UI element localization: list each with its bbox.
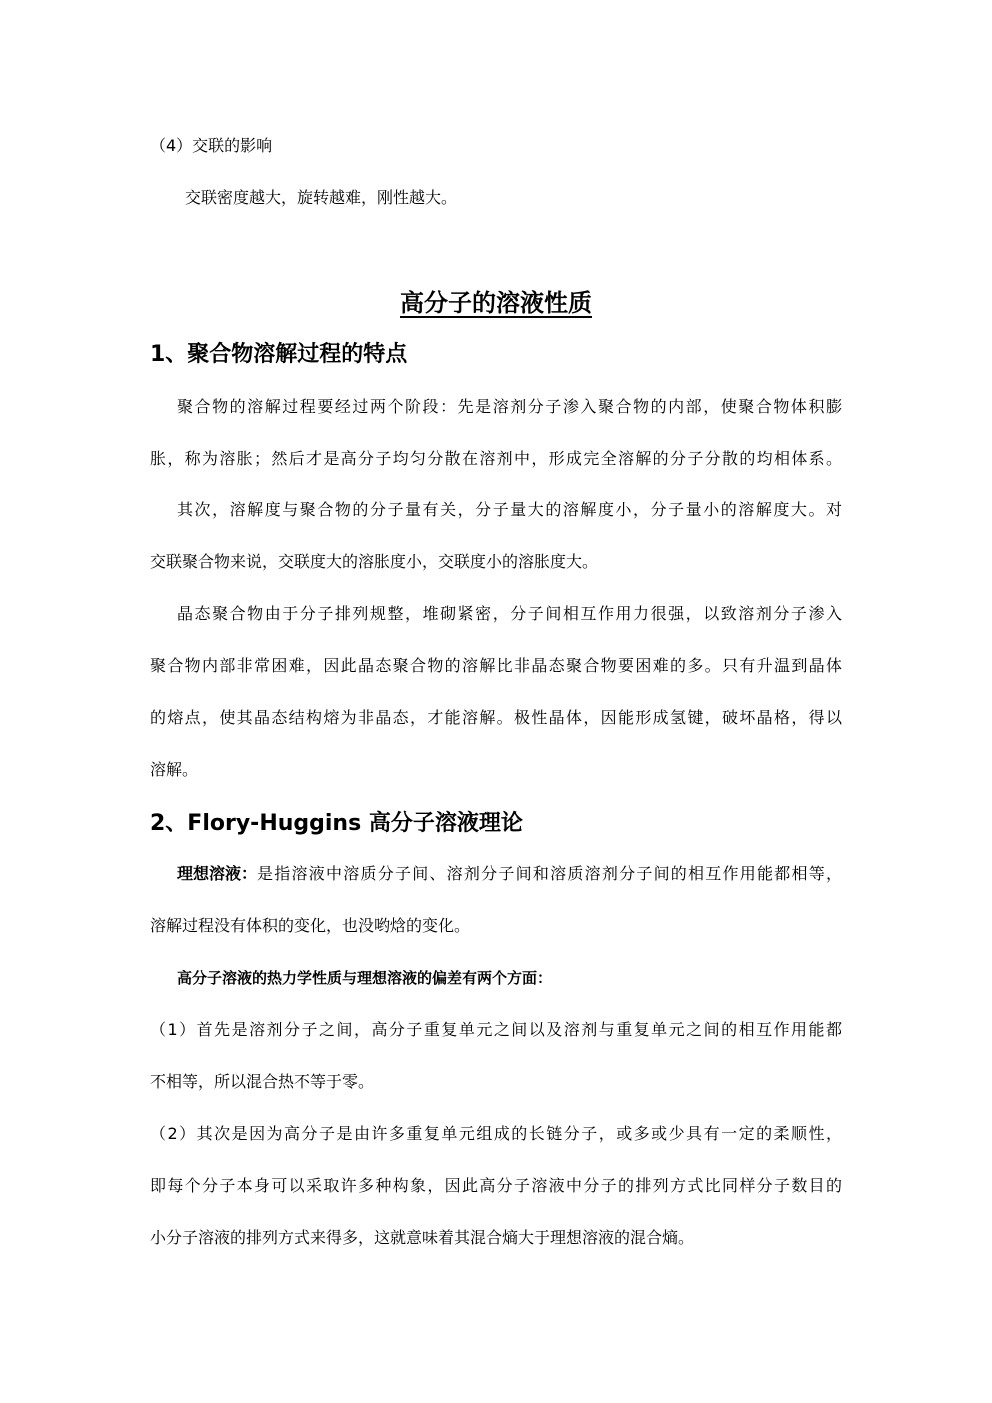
paragraph-line: 溶解过程没有体积的变化，也没哟焓的变化。 bbox=[150, 916, 471, 935]
paragraph-line: 小分子溶液的排列方式来得多，这就意味着其混合熵大于理想溶液的混合熵。 bbox=[150, 1228, 695, 1247]
section-heading-1: 1、聚合物溶解过程的特点 bbox=[150, 342, 408, 367]
paragraph-line: 溶解。 bbox=[150, 760, 199, 779]
title-text: 高分子的溶液性质 bbox=[400, 289, 592, 317]
paragraph-line: 不相等，所以混合热不等于零。 bbox=[150, 1072, 375, 1091]
paragraph-line: 胀，称为溶胀；然后才是高分子均匀分散在溶剂中，形成完全溶解的分子分散的均相体系。 bbox=[150, 449, 842, 468]
paragraph-line: 聚合物内部非常困难，因此晶态聚合物的溶解比非晶态聚合物要困难的多。只有升温到晶体 bbox=[150, 656, 842, 675]
ideal-solution-definition: 是指溶液中溶质分子间、溶剂分子间和溶质溶剂分子间的相互作用能都相等， bbox=[257, 864, 842, 883]
paragraph-line: （1）首先是溶剂分子之间，高分子重复单元之间以及溶剂与重复单元之间的相互作用能都 bbox=[150, 1020, 842, 1039]
subsection-heading: （4）交联的影响 bbox=[150, 136, 273, 155]
paragraph-line: 交联聚合物来说，交联度大的溶胀度小，交联度小的溶胀度大。 bbox=[150, 552, 599, 571]
paragraph-line: 聚合物的溶解过程要经过两个阶段：先是溶剂分子渗入聚合物的内部，使聚合物体积膨 bbox=[177, 397, 842, 416]
paragraph-line: 其次，溶解度与聚合物的分子量有关，分子量大的溶解度小，分子量小的溶解度大。对 bbox=[177, 500, 842, 519]
page-title bbox=[0, 288, 992, 318]
section-heading-2: 2、Flory-Huggins 高分子溶液理论 bbox=[150, 811, 523, 836]
deviation-heading: 高分子溶液的热力学性质与理想溶液的偏差有两个方面： bbox=[177, 969, 553, 987]
paragraph-line: （2）其次是因为高分子是由许多重复单元组成的长链分子，或多或少具有一定的柔顺性， bbox=[150, 1124, 842, 1143]
paragraph: 交联密度越大，旋转越难，刚性越大。 bbox=[185, 188, 458, 207]
paragraph-line: 的熔点，使其晶态结构熔为非晶态，才能溶解。极性晶体，因能形成氢键，破坏晶格，得以 bbox=[150, 708, 842, 727]
paragraph-line: 即每个分子本身可以采取许多种构象，因此高分子溶液中分子的排列方式比同样分子数目的 bbox=[150, 1176, 842, 1195]
paragraph-line: 晶态聚合物由于分子排列规整，堆砌紧密，分子间相互作用力很强，以致溶剂分子渗入 bbox=[177, 604, 842, 623]
ideal-solution-line bbox=[177, 863, 842, 885]
ideal-solution-term: 理想溶液： bbox=[177, 864, 258, 883]
